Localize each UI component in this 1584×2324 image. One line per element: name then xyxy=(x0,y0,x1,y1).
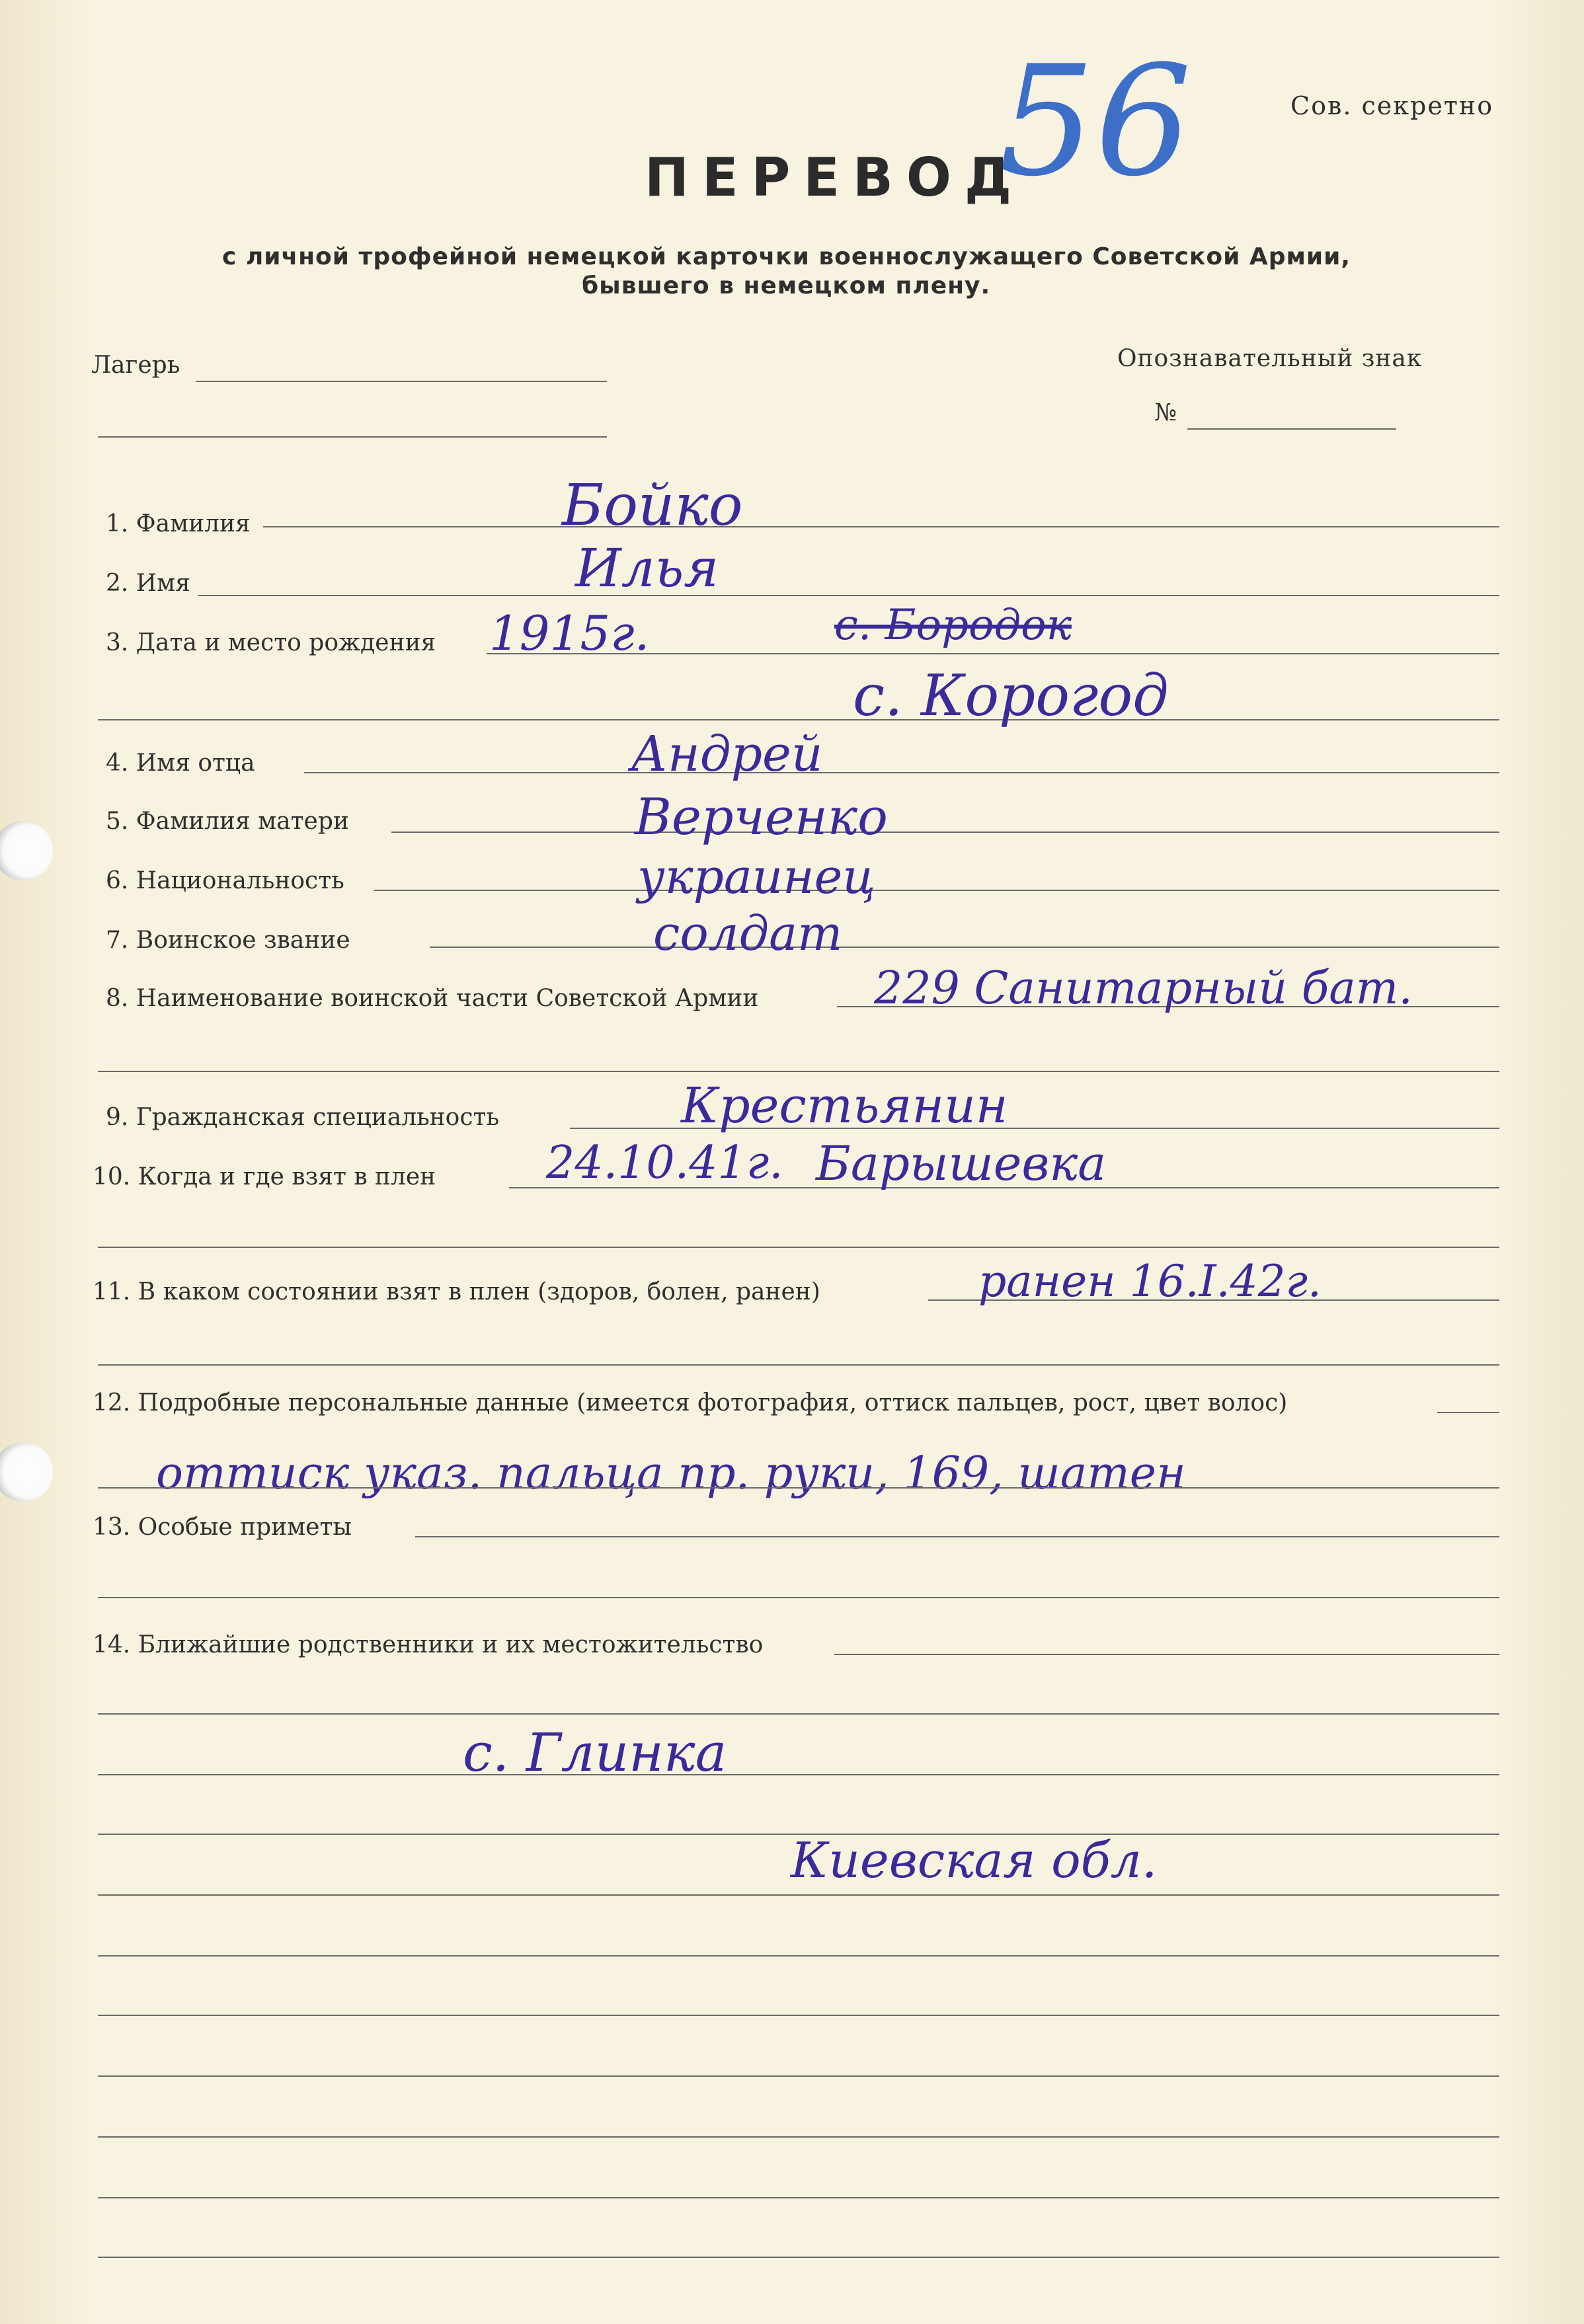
field-1-line xyxy=(263,526,1499,527)
field-4-value: Андрей xyxy=(631,726,823,783)
document-subtitle-line2: бывшего в немецком плену. xyxy=(582,272,991,299)
field-12-value: оттиск указ. пальца пр. руки, 169, шатен xyxy=(156,1448,1186,1500)
field-5-line xyxy=(391,832,1499,833)
field-3-place-struck: с. Бородок xyxy=(834,601,1072,650)
field-2-value: Илья xyxy=(575,537,719,599)
field-13-line xyxy=(415,1536,1499,1537)
field-11-value: ранен 16.I.42г. xyxy=(978,1256,1322,1307)
field-4-line xyxy=(304,772,1499,773)
field-1-value: Бойко xyxy=(562,473,743,539)
field-11-line-2 xyxy=(98,1364,1499,1366)
field-14-line-9 xyxy=(98,2136,1499,2138)
camp-label: Лагерь xyxy=(91,352,180,379)
field-2-label: 2. Имя xyxy=(106,570,190,597)
field-14-line xyxy=(834,1654,1499,1655)
handwritten-page-number: 56 xyxy=(998,34,1192,210)
field-6-line xyxy=(374,890,1499,891)
field-10-label: 10. Когда и где взят в плен xyxy=(93,1163,436,1190)
document-subtitle-line1: с личной трофейной немецкой карточки военнослужащего Советской Армии, xyxy=(222,243,1351,270)
field-7-value: солдат xyxy=(653,906,843,961)
field-14-value-2: Киевская обл. xyxy=(791,1832,1158,1889)
field-12-label: 12. Подробные персональные данные (имеется фотография, оттиск пальцев, рост, цвет волос) xyxy=(93,1389,1288,1416)
field-8-value: 229 Санитарный бат. xyxy=(874,962,1413,1015)
field-14-value-1: с. Глинка xyxy=(463,1722,727,1783)
field-14-line-10 xyxy=(98,2197,1499,2198)
field-6-label: 6. Национальность xyxy=(106,867,344,894)
classification-mark: Сов. секретно xyxy=(1290,91,1494,120)
field-5-label: 5. Фамилия матери xyxy=(106,808,349,835)
field-3-label: 3. Дата и место рождения xyxy=(106,629,436,656)
field-3-line-2 xyxy=(98,719,1499,720)
field-10-place: Барышевка xyxy=(816,1136,1107,1191)
id-mark-label: Опознавательный знак xyxy=(1117,345,1423,372)
field-7-line xyxy=(430,947,1499,948)
field-14-line-6 xyxy=(98,1955,1499,1956)
field-14-line-2 xyxy=(98,1713,1499,1715)
field-14-line-3 xyxy=(98,1774,1499,1775)
field-14-label: 14. Ближайшие родственники и их местожительство xyxy=(93,1631,764,1658)
field-14-line-8 xyxy=(98,2075,1499,2077)
field-2-line xyxy=(198,595,1499,596)
field-6-value: украинец xyxy=(637,849,876,904)
id-mark-number-label: № xyxy=(1154,399,1177,426)
punch-hole-upper xyxy=(0,821,53,880)
punch-hole-lower xyxy=(0,1442,53,1502)
field-12-line-2 xyxy=(98,1487,1499,1489)
field-10-line-2 xyxy=(98,1247,1499,1248)
camp-line-2 xyxy=(98,436,607,438)
field-3-place: с. Корогод xyxy=(853,663,1169,729)
field-14-line-5 xyxy=(98,1894,1499,1896)
document-title: ПЕРЕВОД xyxy=(645,147,1025,208)
field-9-label: 9. Гражданская специальность xyxy=(106,1104,500,1131)
field-13-label: 13. Особые приметы xyxy=(93,1514,352,1541)
field-12-line xyxy=(1437,1412,1499,1413)
field-10-date: 24.10.41г. xyxy=(546,1137,783,1189)
camp-line xyxy=(196,381,607,382)
field-1-label: 1. Фамилия xyxy=(106,510,251,537)
field-13-line-2 xyxy=(98,1597,1499,1598)
field-4-label: 4. Имя отца xyxy=(106,750,255,777)
field-14-line-7 xyxy=(98,2015,1499,2016)
id-mark-number-line xyxy=(1187,428,1396,430)
field-8-label: 8. Наименование воинской части Советской Армии xyxy=(106,985,759,1012)
field-3-date: 1915г. xyxy=(489,605,650,661)
field-8-line-2 xyxy=(98,1071,1499,1072)
field-9-value: Крестьянин xyxy=(681,1077,1008,1134)
field-5-value: Верченко xyxy=(635,787,888,846)
field-7-label: 7. Воинское звание xyxy=(106,927,350,954)
field-11-label: 11. В каком состоянии взят в плен (здоров, болен, ранен) xyxy=(93,1278,820,1305)
field-14-line-11 xyxy=(98,2257,1499,2258)
